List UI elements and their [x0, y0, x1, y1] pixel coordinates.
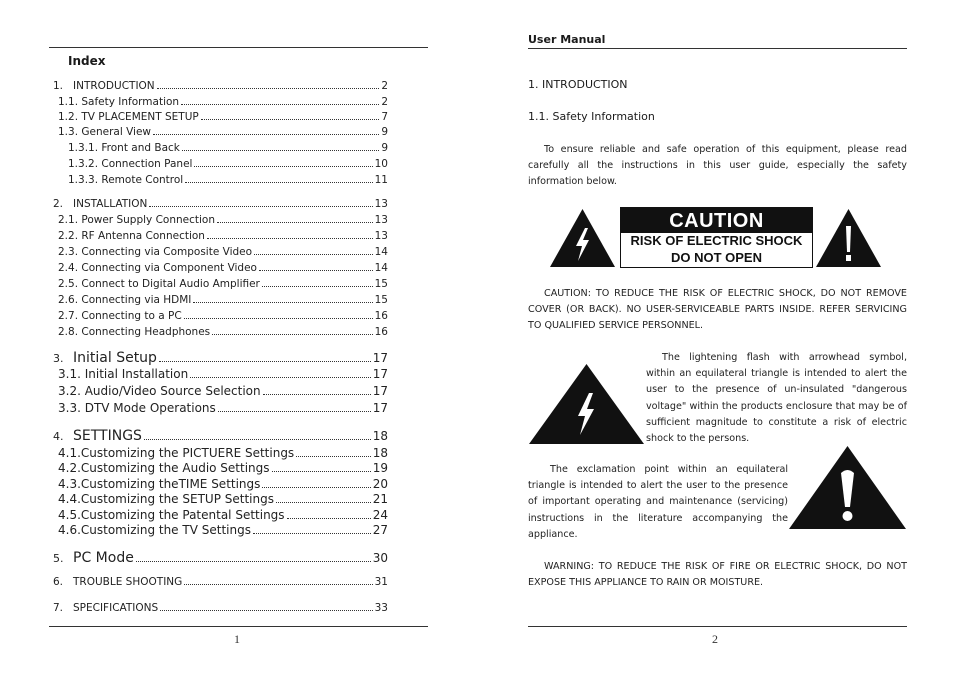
header-rule — [528, 48, 907, 49]
toc-leader-dots — [254, 254, 373, 255]
toc-entry-page: 13 — [374, 198, 388, 210]
toc-leader-dots — [218, 411, 371, 412]
toc-leader-dots — [201, 119, 380, 120]
toc-leader-dots — [190, 377, 371, 378]
toc-entry-page: 15 — [374, 294, 388, 306]
toc-leader-dots — [296, 456, 371, 457]
toc-entry-label: 2.7. Connecting to a PC — [58, 310, 182, 322]
toc-entry — [58, 384, 388, 398]
toc-entry — [53, 80, 388, 92]
toc-entry-label: TROUBLE SHOOTING — [73, 576, 183, 588]
toc-entry-page: 13 — [374, 230, 388, 242]
lightning-paragraph: The lightening flash with arrowhead symbol, within an equilateral triangle is intended to alert the user to the presence of un-insulated "dangerous voltage" within the products enclosure that may be of sufficient magnitude to constitute a risk of electric shock to the persons. — [646, 352, 907, 445]
toc-entry-label: Initial Setup — [73, 350, 157, 366]
toc-entry-label: 4.4.Customizing the SETUP Settings — [58, 492, 274, 506]
toc-entry-label: 3.3. DTV Mode Operations — [58, 401, 216, 415]
toc-entry-page: 16 — [374, 326, 388, 338]
toc-leader-dots — [276, 502, 371, 503]
toc-leader-dots — [184, 584, 372, 585]
toc-entry — [58, 126, 388, 138]
toc-entry — [53, 602, 388, 614]
toc-leader-dots — [181, 104, 379, 105]
toc-leader-dots — [262, 487, 370, 488]
intro-paragraph: To ensure reliable and safe operation of this equipment, please read carefully all the instructions in this user guide, especially the safety information below. — [528, 144, 907, 188]
toc-entry-label: 4.3.Customizing theTIME Settings — [58, 477, 261, 491]
toc-entry — [68, 142, 388, 154]
caution-paragraph — [528, 286, 907, 335]
toc-entry — [58, 246, 388, 258]
index-title: Index — [68, 54, 106, 68]
toc-entry — [68, 174, 388, 186]
toc-entry — [58, 214, 388, 226]
caution-sign — [620, 207, 813, 268]
exclamation-paragraph: The exclamation point within an equilateral triangle is intended to alert the user to the presence of important operating and maintenance (servicing) instructions in the literature accompanying the appliance. — [528, 464, 788, 540]
toc-entry-page: 24 — [372, 508, 388, 522]
toc-entry-number: 2. — [53, 198, 64, 210]
toc-entry — [58, 262, 388, 274]
toc-entry-page: 10 — [374, 158, 388, 170]
toc-leader-dots — [157, 88, 380, 89]
lightning-triangle-icon — [528, 363, 645, 445]
toc-leader-dots — [207, 238, 373, 239]
toc-leader-dots — [185, 182, 372, 183]
toc-entry-label: 2.8. Connecting Headphones — [58, 326, 211, 338]
toc-entry-page: 18 — [372, 429, 388, 443]
toc-leader-dots — [182, 150, 379, 151]
toc-entry-page: 17 — [372, 384, 388, 398]
toc-entry-page: 27 — [372, 523, 388, 537]
toc-entry — [58, 111, 388, 123]
caution-sign-line1: RISK OF ELECTRIC SHOCK — [630, 233, 803, 248]
toc-leader-dots — [160, 610, 372, 611]
toc-entry-label: 1.3.1. Front and Back — [68, 142, 180, 154]
exclamation-triangle-icon — [788, 445, 907, 530]
toc-leader-dots — [262, 286, 373, 287]
page-number: 1 — [234, 632, 240, 646]
toc-entry-label: INSTALLATION — [73, 198, 148, 210]
toc-entry-number: 4. — [53, 430, 64, 443]
toc-leader-dots — [272, 471, 371, 472]
toc-entry-page: 2 — [381, 96, 388, 108]
toc-entry — [58, 96, 388, 108]
toc-entry-number: 3. — [53, 352, 64, 365]
toc-entry-label: 2.3. Connecting via Composite Video — [58, 246, 253, 258]
toc-entry — [58, 278, 388, 290]
toc-entry-page: 9 — [381, 142, 388, 154]
toc-entry — [53, 198, 388, 210]
toc-entry-page: 20 — [372, 477, 388, 491]
warning-paragraph — [528, 559, 907, 591]
toc-leader-dots — [144, 439, 371, 440]
toc-entry — [53, 576, 388, 588]
toc-leader-dots — [259, 270, 373, 271]
warning-text: TO REDUCE THE RISK OF FIRE OR ELECTRIC SHOCK, DO NOT EXPOSE THIS APPLIANCE TO RAIN OR MOISTURE. — [528, 561, 907, 589]
toc-entry — [58, 508, 388, 522]
toc-entry-page: 7 — [381, 111, 388, 123]
toc-entry — [58, 310, 388, 322]
toc-entry-label: SETTINGS — [73, 428, 142, 444]
toc-entry — [68, 158, 388, 170]
top-rule — [49, 47, 428, 48]
toc-entry-label: 1.1. Safety Information — [58, 96, 180, 108]
toc-entry — [58, 446, 388, 460]
toc-entry-page: 17 — [372, 401, 388, 415]
right-page-number: 2 — [712, 632, 718, 646]
toc-entry-page: 31 — [374, 576, 388, 588]
toc-leader-dots — [253, 533, 371, 534]
toc-leader-dots — [194, 166, 372, 167]
toc-entry — [58, 294, 388, 306]
toc-entry-label: 4.1.Customizing the PICTUERE Settings — [58, 446, 295, 460]
warning-lead: WARNING: — [544, 561, 595, 572]
toc-entry-label: 2.4. Connecting via Component Video — [58, 262, 257, 274]
toc-entry-page: 14 — [374, 246, 388, 258]
toc-entry-page: 18 — [372, 446, 388, 460]
toc-entry-label: 4.2.Customizing the Audio Settings — [58, 461, 270, 475]
caution-lead: CAUTION: — [544, 288, 591, 299]
toc-entry-page: 17 — [372, 367, 388, 381]
header-title: User Manual — [528, 33, 606, 46]
toc-entry-number: 5. — [53, 552, 64, 565]
toc-entry-page: 30 — [372, 551, 388, 565]
toc-entry — [58, 367, 388, 381]
toc-entry-page: 33 — [374, 602, 388, 614]
toc-leader-dots — [136, 561, 371, 562]
toc-entry-label: SPECIFICATIONS — [73, 602, 159, 614]
toc-entry — [58, 492, 388, 506]
toc-leader-dots — [212, 334, 372, 335]
toc-entry-page: 2 — [381, 80, 388, 92]
exclamation-warning-icon — [815, 208, 882, 268]
toc-entry-label: 3.1. Initial Installation — [58, 367, 189, 381]
toc-entry-page: 9 — [381, 126, 388, 138]
bottom-rule — [49, 626, 428, 627]
caution-text: TO REDUCE THE RISK OF ELECTRIC SHOCK, DO NOT REMOVE COVER (OR BACK). NO USER-SERVICEABLE PARTS INSIDE. REFER SERVICING TO QUALIFIED SERVICE PERSONNEL. — [528, 288, 907, 332]
toc-leader-dots — [149, 206, 372, 207]
toc-entry-number: 6. — [53, 576, 64, 588]
toc-entry — [58, 401, 388, 415]
toc-entry-label: 2.5. Connect to Digital Audio Amplifier — [58, 278, 260, 290]
toc-entry — [58, 523, 388, 537]
toc-entry-page: 21 — [372, 492, 388, 506]
toc-entry-number: 7. — [53, 602, 64, 614]
toc-entry-page: 14 — [374, 262, 388, 274]
toc-entry-page: 13 — [374, 214, 388, 226]
toc-leader-dots — [287, 518, 371, 519]
toc-entry-label: PC Mode — [73, 550, 134, 566]
toc-entry-label: INTRODUCTION — [73, 80, 155, 92]
subsection-title: 1.1. Safety Information — [528, 110, 655, 123]
toc-entry — [58, 230, 388, 242]
toc-entry — [53, 428, 388, 444]
toc-leader-dots — [193, 302, 372, 303]
toc-entry-label: 1.3.2. Connection Panel — [68, 158, 193, 170]
toc-entry — [53, 550, 388, 566]
toc-entry-label: 1.2. TV PLACEMENT SETUP — [58, 111, 199, 123]
caution-sign-line2: DO NOT OPEN — [670, 250, 762, 265]
lightning-warning-icon — [549, 208, 616, 268]
toc-leader-dots — [153, 134, 379, 135]
toc-entry-label: 2.1. Power Supply Connection — [58, 214, 215, 226]
caution-sign-heading: CAUTION — [621, 208, 812, 233]
right-bottom-rule — [528, 626, 907, 627]
toc-entry — [58, 461, 388, 475]
toc-entry-label: 1.3. General View — [58, 126, 152, 138]
toc-entry-page: 17 — [372, 351, 388, 365]
toc-leader-dots — [184, 318, 373, 319]
toc-entry-page: 19 — [372, 461, 388, 475]
toc-entry-label: 1.3.3. Remote Control — [68, 174, 184, 186]
toc-entry-label: 3.2. Audio/Video Source Selection — [58, 384, 261, 398]
toc-entry — [58, 477, 388, 491]
toc-leader-dots — [263, 394, 371, 395]
toc-entry-number: 1. — [53, 80, 64, 92]
toc-entry-page: 15 — [374, 278, 388, 290]
toc-entry-page: 16 — [374, 310, 388, 322]
toc-leader-dots — [217, 222, 373, 223]
toc-entry-label: 2.2. RF Antenna Connection — [58, 230, 205, 242]
section-title: 1. INTRODUCTION — [528, 78, 628, 91]
toc-entry-label: 4.5.Customizing the Patental Settings — [58, 508, 285, 522]
toc-entry-label: 2.6. Connecting via HDMI — [58, 294, 192, 306]
toc-entry-page: 11 — [374, 174, 388, 186]
toc-entry-label: 4.6.Customizing the TV Settings — [58, 523, 251, 537]
toc-leader-dots — [159, 361, 371, 362]
toc-entry — [58, 326, 388, 338]
toc-entry — [53, 350, 388, 366]
